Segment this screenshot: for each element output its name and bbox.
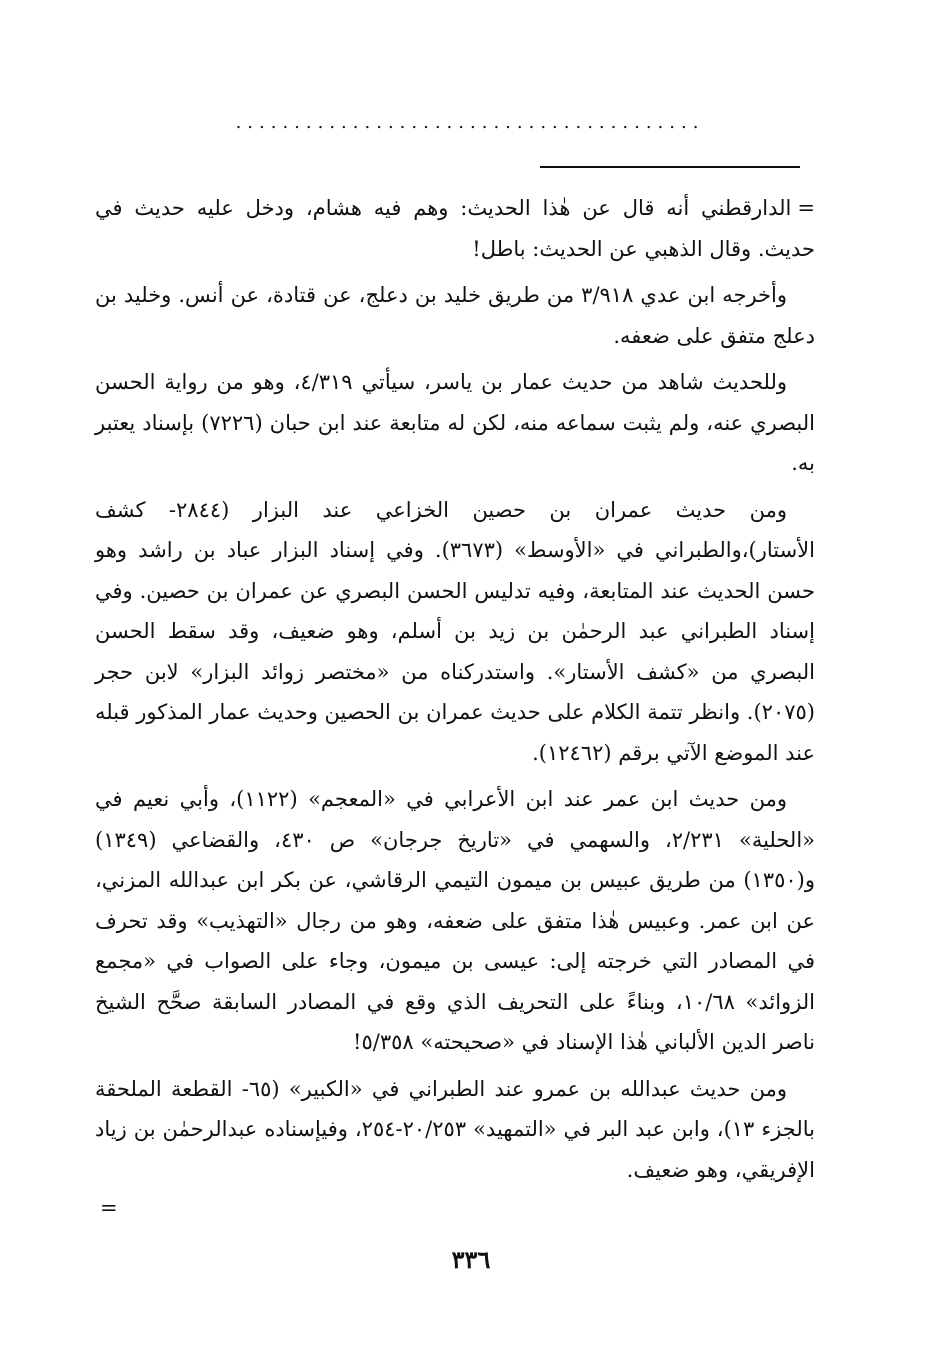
separator-dots: ........................................: [235, 112, 705, 133]
footnote-paragraph: وأخرجه ابن عدي ٣/٩١٨ من طريق خليد بن دعلج، عن قتادة، عن أنس. وخليد بن دعلج متفق على ضعفه.: [95, 283, 815, 348]
end-continuation-mark: =: [100, 1196, 118, 1220]
footnote-rule: [540, 166, 800, 168]
footnote-paragraph: ومن حديث عبدالله بن عمرو عند الطبراني في «الكبير» (٦٥- القطعة الملحقة بالجزء ١٣)، وابن عبد البر في «التمهيد» ٢٠/٢٥٣-٢٥٤، وفيإسناده عبدالرحمٰن بن زياد الإفريقي، وهو ضعيف.: [95, 1076, 815, 1182]
footnote-paragraph: ومن حديث عمران بن حصين الخزاعي عند البزار (٢٨٤٤- كشف الأستار)،والطبراني في «الأوسط» (٣٦٧٣). وفي إسناد البزار عباد بن راشد وهو حسن الحديث عند المتابعة، وفيه تدليس الحسن البصري عن عمران بن حصين. وفي إسناد الطبراني عبد الرحمٰن بن زيد بن أسلم، وهو ضعيف، وقد سقط الحسن البصري من «كشف الأستار». واستدركناه من «مختصر زوائد البزار» لابن حجر (٢٠٧٥). وانظر تتمة الكلام على حديث عمران بن الحصين وحديث عمار المذكور قبله عند الموضع الآتي برقم (١٢٤٦٢).: [95, 497, 815, 765]
footnote-text: [95, 188, 815, 1196]
footnote-paragraph: وللحديث شاهد من حديث عمار بن ياسر، سيأتي ٤/٣١٩، وهو من رواية الحسن البصري عنه، ولم يثبت سماعه منه، لكن له متابعة عند ابن حبان (٧٢٢٦) بإسناد يعتبر به.: [95, 370, 815, 475]
footnote-paragraph: ومن حديث ابن عمر عند ابن الأعرابي في «المعجم» (١١٢٢)، وأبي نعيم في «الحلية» ٢/٢٣١، والسهمي في «تاريخ جرجان» ص ٤٣٠، والقضاعي (١٣٤٩) و(١٣٥٠) من طريق عبيس بن ميمون التيمي الرقاشي، عن بكر ابن عبدالله المزني، عن ابن عمر. وعبيس هٰذا متفق على ضعفه، وهو من رجال «التهذيب» وقد تحرف في المصادر التي خرجته إلى: عيسى بن ميمون، وجاء على الصواب في «مجمع الزوائد» ١٠/٦٨، وبناءً على التحريف الذي وقع في المصادر السابقة صحَّح الشيخ ناصر الدين الألباني هٰذا الإسناد في «صحيحته» ٥/٣٥٨!: [95, 787, 816, 1054]
page-number: ٣٣٦: [451, 1245, 491, 1274]
continuation-mark: =: [797, 196, 815, 220]
footnote-paragraph: [95, 188, 815, 269]
paragraph-text: الدارقطني أنه قال عن هٰذا الحديث: وهم فيه هشام، ودخل عليه حديث في حديث. وقال الذهبي عن الحديث: باطل!: [95, 196, 815, 261]
